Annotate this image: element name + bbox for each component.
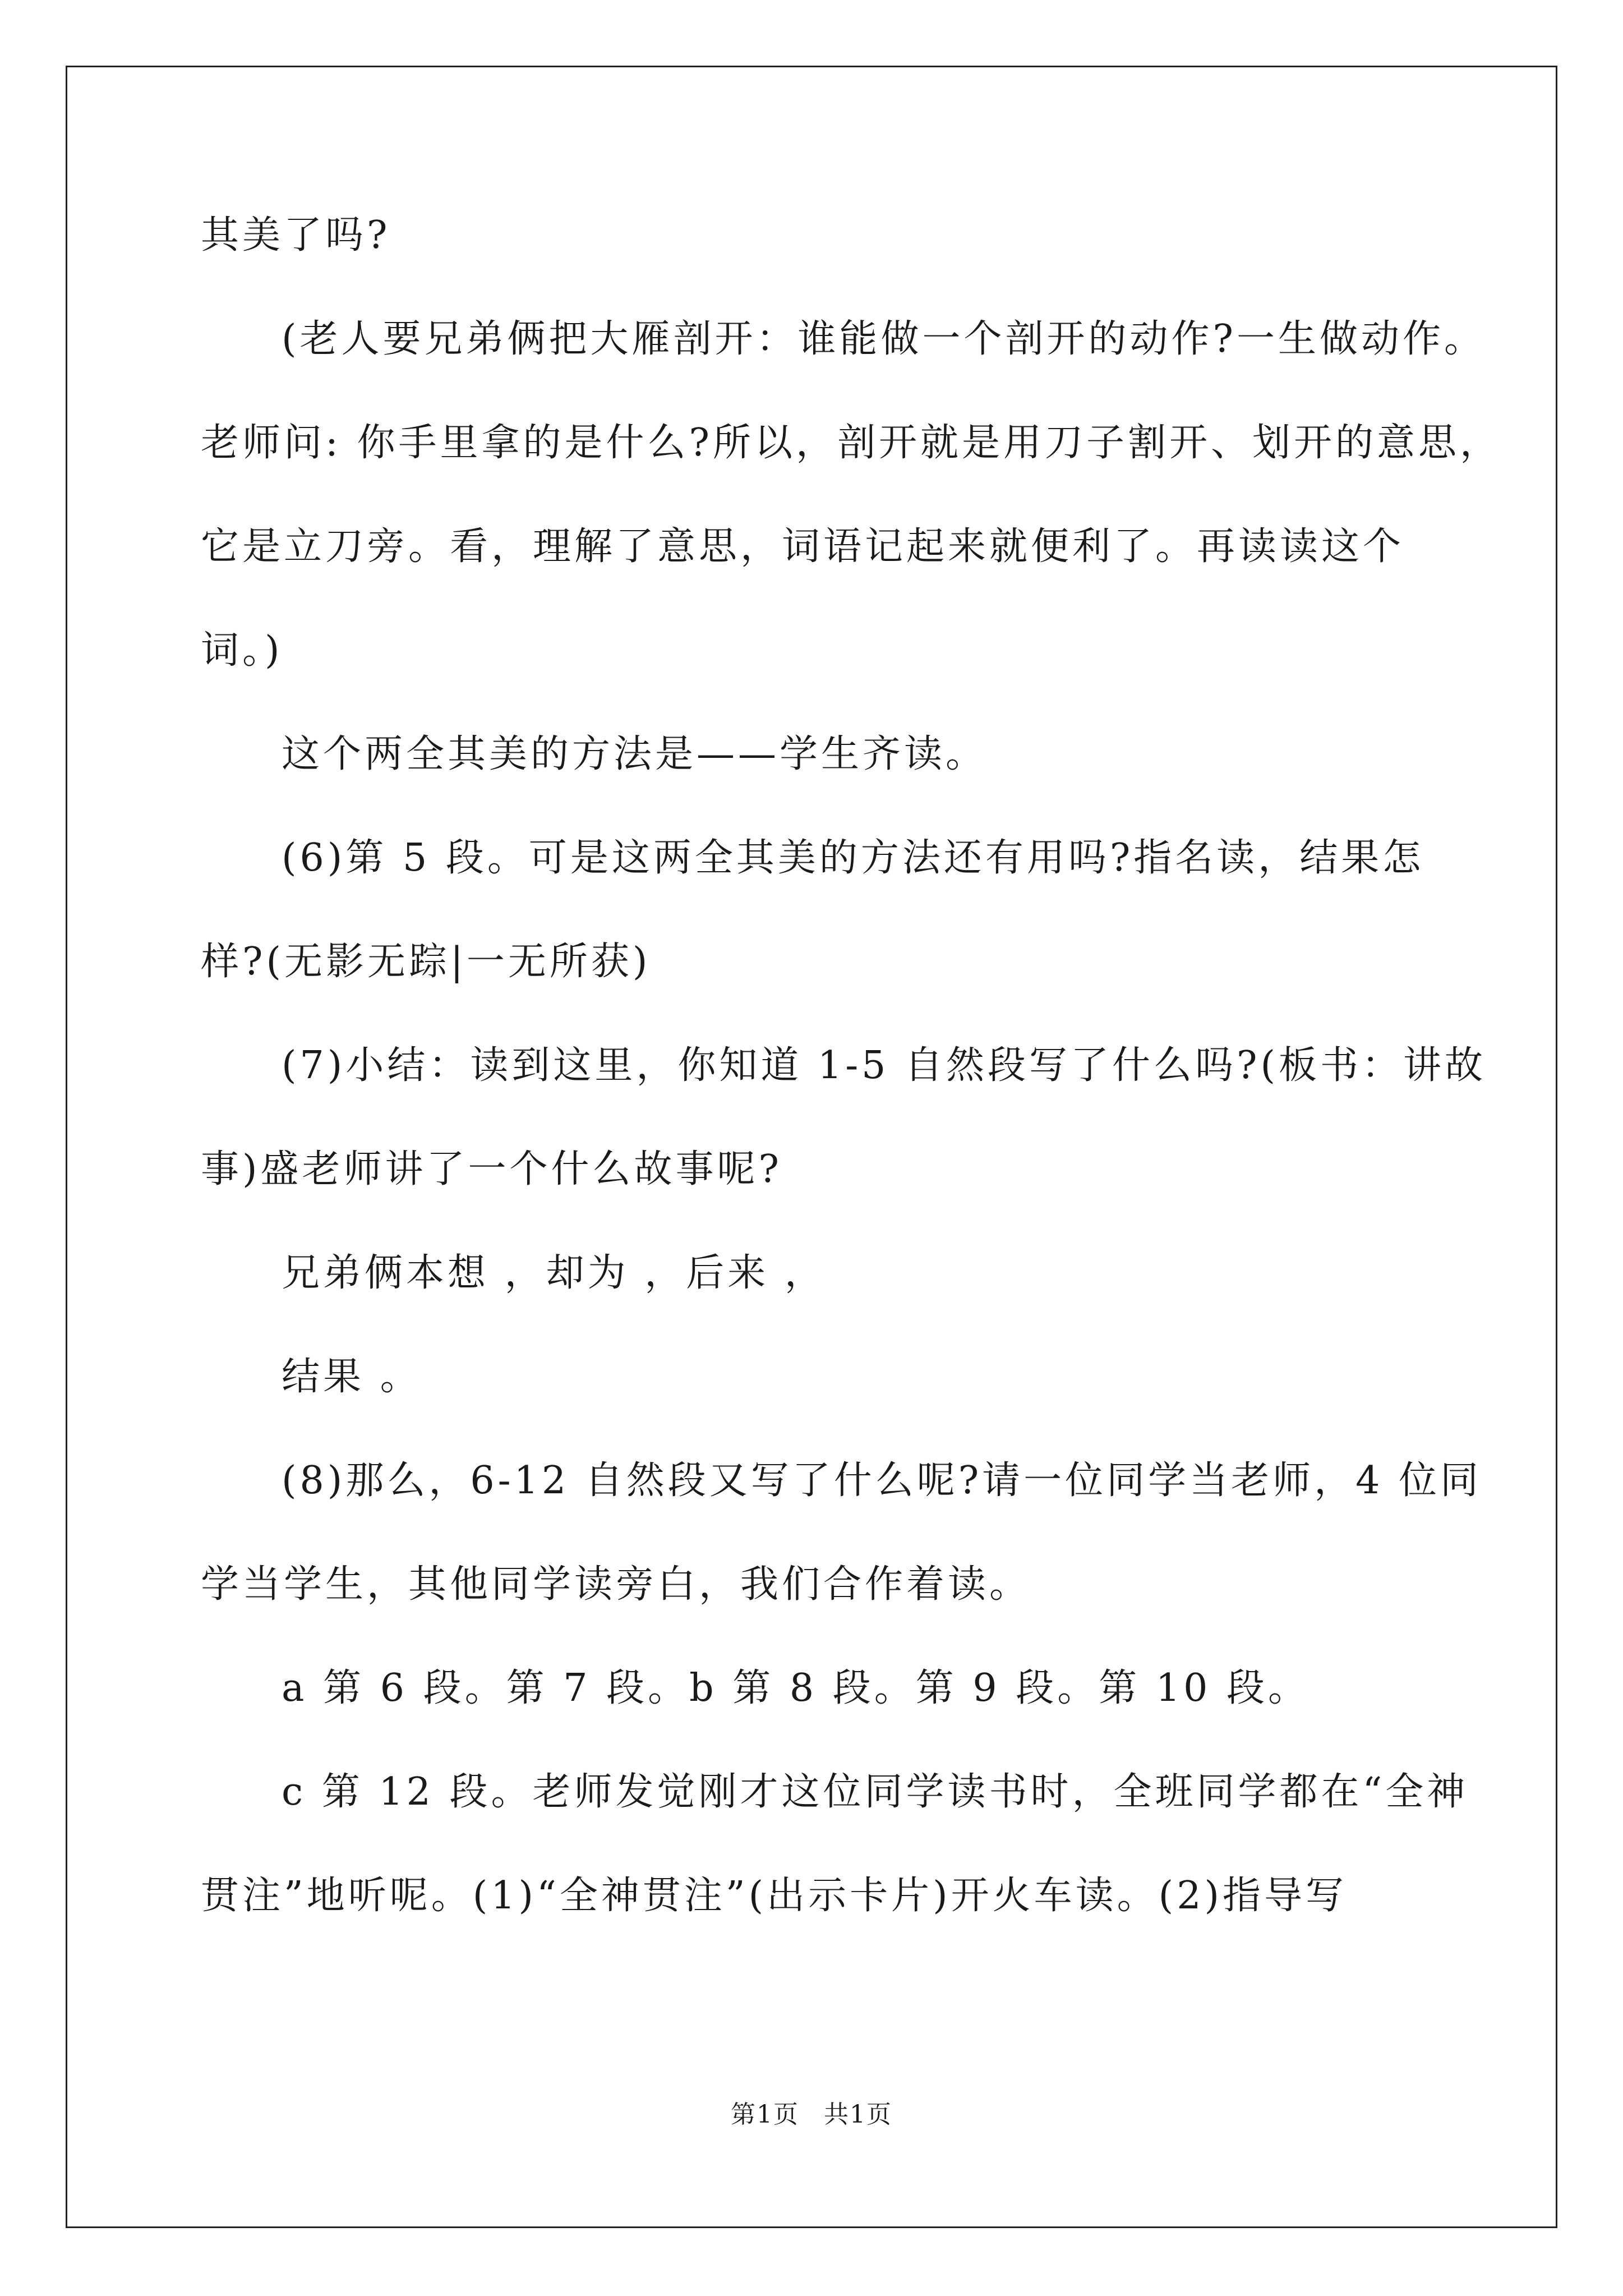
- text-line: 其美了吗?: [201, 213, 391, 257]
- text-line: c 第 12 段。老师发觉刚才这位同学读书时，全班同学都在“全神: [282, 1770, 1469, 1814]
- text-line: 兄弟俩本想 ，却为 ，后来 ，: [282, 1251, 826, 1295]
- text-line: 事)盛老师讲了一个什么故事呢?: [201, 1147, 782, 1191]
- text-line: 词。): [201, 628, 283, 673]
- text-line: (6)第 5 段。可是这两全其美的方法还有用吗?指名读，结果怎: [282, 836, 1424, 880]
- text-line: (老人要兄弟俩把大雁剖开：谁能做一个剖开的动作?一生做动作。: [282, 317, 1486, 361]
- text-line: 这个两全其美的方法是——学生齐读。: [282, 732, 988, 776]
- text-line: a 第 6 段。第 7 段。b 第 8 段。第 9 段。第 10 段。: [282, 1666, 1310, 1710]
- text-line: 贯注”地听呢。(1)“全神贯注”(出示卡片)开火车读。(2)指导写: [201, 1874, 1347, 1918]
- text-line: 老师问: 你手里拿的是什么?所以，剖开就是用刀子割开、划开的意思，: [201, 421, 1501, 465]
- text-line: 它是立刀旁。看，理解了意思，词语记起来就便利了。再读读这个: [201, 524, 1405, 569]
- page-footer: [0, 2098, 1623, 2132]
- text-line: (7)小结：读到这里，你知道 1-5 自然段写了什么吗?(板书：讲故: [282, 1043, 1487, 1088]
- text-line: 样?(无影无踪|一无所获): [201, 940, 651, 984]
- page-total: 共1页: [824, 2100, 892, 2129]
- page-number: 第1页: [731, 2100, 799, 2129]
- text-line: 结果 。: [282, 1355, 422, 1399]
- text-line: 学当学生，其他同学读旁白，我们合作着读。: [201, 1562, 1031, 1607]
- text-line: (8)那么，6-12 自然段又写了什么呢?请一位同学当老师，4 位同: [282, 1458, 1482, 1503]
